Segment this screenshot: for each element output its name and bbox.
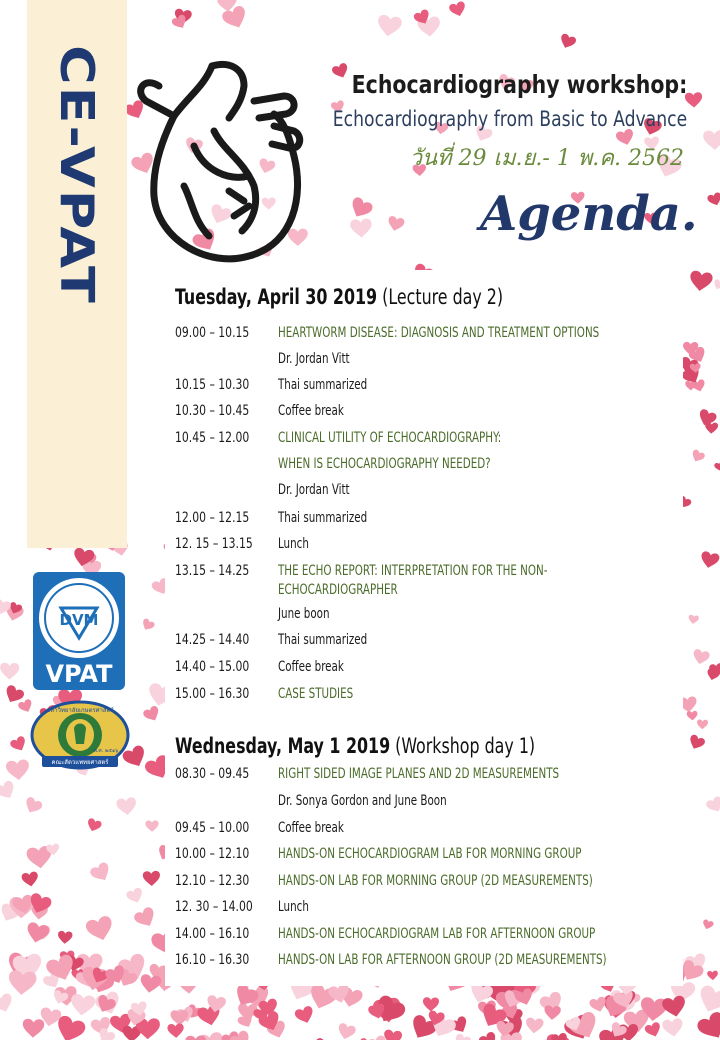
schedule-time: 16.10 – 16.30 [175, 952, 250, 968]
faculty-name: คณะสัตวแพทยศาสตร์ [51, 759, 109, 766]
schedule-activity: Dr. Jordan Vitt [278, 351, 350, 367]
workshop-subtitle: Echocardiography from Basic to Advance [332, 107, 687, 131]
heart-icon [687, 734, 706, 752]
schedule-time: 08.30 – 09.45 [175, 766, 250, 782]
schedule-activity: Dr. Jordan Vitt [278, 482, 350, 498]
heart-icon [690, 449, 706, 465]
vertical-title-text: CE-VPAT [49, 45, 103, 305]
heart-icon [140, 618, 156, 633]
day-heading-tuesday [175, 285, 503, 309]
heart-icon [695, 984, 720, 1017]
heart-icon [695, 1010, 720, 1040]
heart-icon [453, 1033, 472, 1040]
heart-icon [85, 915, 116, 944]
university-year: พ.ศ. ๒๕๑๖ [93, 748, 119, 754]
day-heading-wednesday [175, 734, 535, 758]
heart-icon [714, 461, 720, 472]
heart-icon [22, 1018, 44, 1038]
heart-icon [125, 887, 145, 906]
heart-icon [644, 1021, 663, 1039]
schedule-time: 14.25 – 14.40 [175, 632, 250, 648]
schedule-activity: HEARTWORM DISEASE: DIAGNOSIS AND TREATMENT OPTIONS [278, 325, 600, 341]
schedule-activity: RIGHT SIDED IMAGE PLANES AND 2D MEASUREMENTS [278, 766, 560, 782]
heart-icon [705, 795, 720, 815]
heart-icon [376, 14, 403, 38]
thai-date: วันที่ 29 เม.ย.- 1 พ.ค. 2562 [409, 146, 684, 171]
schedule-time: 09.45 – 10.00 [175, 820, 250, 836]
schedule-time: 14.40 – 15.00 [175, 659, 250, 675]
heart-icon [697, 719, 708, 729]
heart-icon [712, 278, 720, 291]
schedule-activity: ECHOCARDIOGRAPHER [278, 582, 398, 598]
heart-icon [347, 196, 374, 222]
heart-icon [185, 1035, 206, 1040]
schedule-activity: Dr. Sonya Gordon and June Boon [278, 793, 447, 809]
schedule-activity: Coffee break [278, 659, 344, 675]
schedule-activity: Thai summarized [278, 632, 368, 648]
schedule-activity: WHEN IS ECHOCARDIOGRAPHY NEEDED? [278, 456, 491, 472]
heart-icon [551, 1032, 569, 1040]
heart-icon [687, 711, 698, 721]
heart-icon [691, 648, 710, 666]
schedule-time: 15.00 – 16.30 [175, 686, 250, 702]
heart-icon [386, 215, 405, 232]
schedule-activity: HANDS-ON LAB FOR AFTERNOON GROUP (2D MEASUREMENTS) [278, 952, 607, 968]
heart-icon [703, 130, 720, 150]
heart-icon [448, 1, 467, 19]
heart-icon [294, 1005, 316, 1026]
heart-icon [383, 1029, 403, 1040]
heart-icon [699, 551, 720, 570]
heart-icon [701, 919, 714, 931]
schedule-activity: HANDS-ON ECHOCARDIOGRAM LAB FOR AFTERNOON GROUP [278, 926, 596, 942]
day-heading-note: (Workshop day 1) [395, 734, 536, 758]
heart-icon [0, 992, 15, 1015]
schedule-activity: June boon [278, 606, 330, 622]
heart-icon [661, 995, 687, 1019]
schedule-time: 09.00 – 10.15 [175, 325, 250, 341]
heart-icon [707, 192, 720, 208]
vpat-badge-text: DVM [59, 611, 99, 629]
heart-icon [145, 820, 158, 832]
schedule-time: 12. 15 – 13.15 [175, 536, 253, 552]
heart-icon [89, 861, 114, 885]
heart-icon [85, 818, 102, 834]
heart-icon [525, 1017, 544, 1034]
schedule-time: 10.30 – 10.45 [175, 403, 250, 419]
day-heading-text: Wednesday, May 1 2019 [175, 734, 391, 758]
heart-icon [142, 705, 162, 724]
heart-icon [478, 1031, 500, 1040]
heart-icon [167, 1023, 184, 1038]
day-heading-text: Tuesday, April 30 2019 [175, 285, 378, 309]
heart-icon [350, 218, 372, 238]
schedule-activity: HANDS-ON ECHOCARDIOGRAM LAB FOR MORNING GROUP [278, 846, 582, 862]
heart-icon [707, 970, 718, 980]
schedule-activity: Lunch [278, 536, 309, 552]
schedule-activity: Thai summarized [278, 377, 368, 393]
vertical-title [40, 30, 112, 320]
heart-icon [685, 92, 703, 108]
schedule-time: 13.15 – 14.25 [175, 563, 250, 579]
heart-icon [57, 931, 72, 945]
schedule-activity: Coffee break [278, 820, 344, 836]
schedule-activity: THE ECHO REPORT: INTERPRETATION FOR THE NON- [278, 563, 548, 579]
heart-icon [22, 796, 43, 816]
heart-icon [423, 997, 439, 1011]
day-heading-note: (Lecture day 2) [382, 285, 504, 309]
heart-icon [139, 974, 162, 995]
heart-illustration [134, 56, 309, 276]
heart-icon [662, 1018, 684, 1038]
heart-icon [116, 797, 138, 816]
heart-icon [5, 759, 30, 781]
university-logo [30, 700, 130, 770]
schedule-activity: Thai summarized [278, 510, 368, 526]
schedule-time: 10.00 – 12.10 [175, 846, 250, 862]
schedule-time: 12. 30 – 14.00 [175, 899, 253, 915]
heart-icon [0, 779, 18, 802]
heart-icon [688, 614, 699, 624]
schedule-activity: CASE STUDIES [278, 686, 354, 702]
schedule-activity: Coffee break [278, 403, 344, 419]
schedule-activity: Lunch [278, 899, 309, 915]
heart-icon [0, 663, 19, 680]
schedule-time: 10.15 – 10.30 [175, 377, 250, 393]
workshop-title: Echocardiography workshop: [351, 70, 687, 99]
schedule-activity: HANDS-ON LAB FOR MORNING GROUP (2D MEASUREMENTS) [278, 873, 593, 889]
heart-icon [143, 871, 161, 887]
heart-icon [688, 270, 713, 293]
schedule-activity: CLINICAL UTILITY OF ECHOCARDIOGRAPHY: [278, 430, 502, 446]
heart-icon [336, 1022, 357, 1040]
heart-icon [21, 871, 39, 888]
schedule-time: 10.45 – 12.00 [175, 430, 250, 446]
heart-icon [331, 62, 350, 80]
university-name: มหาวิทยาลัยเกษตรศาสตร์ [46, 707, 114, 714]
heart-icon [133, 906, 159, 931]
schedule-time: 12.10 – 12.30 [175, 873, 250, 889]
vpat-label: VPAT [45, 660, 113, 688]
heart-icon [9, 735, 29, 754]
heart-icon [25, 921, 51, 945]
schedule-time: 14.00 – 16.10 [175, 926, 250, 942]
schedule-time: 12.00 – 12.15 [175, 510, 250, 526]
vpat-logo [33, 572, 125, 690]
heart-icon [558, 33, 577, 51]
heart-icon [69, 993, 95, 1017]
agenda-heading: Agenda. [480, 186, 698, 242]
